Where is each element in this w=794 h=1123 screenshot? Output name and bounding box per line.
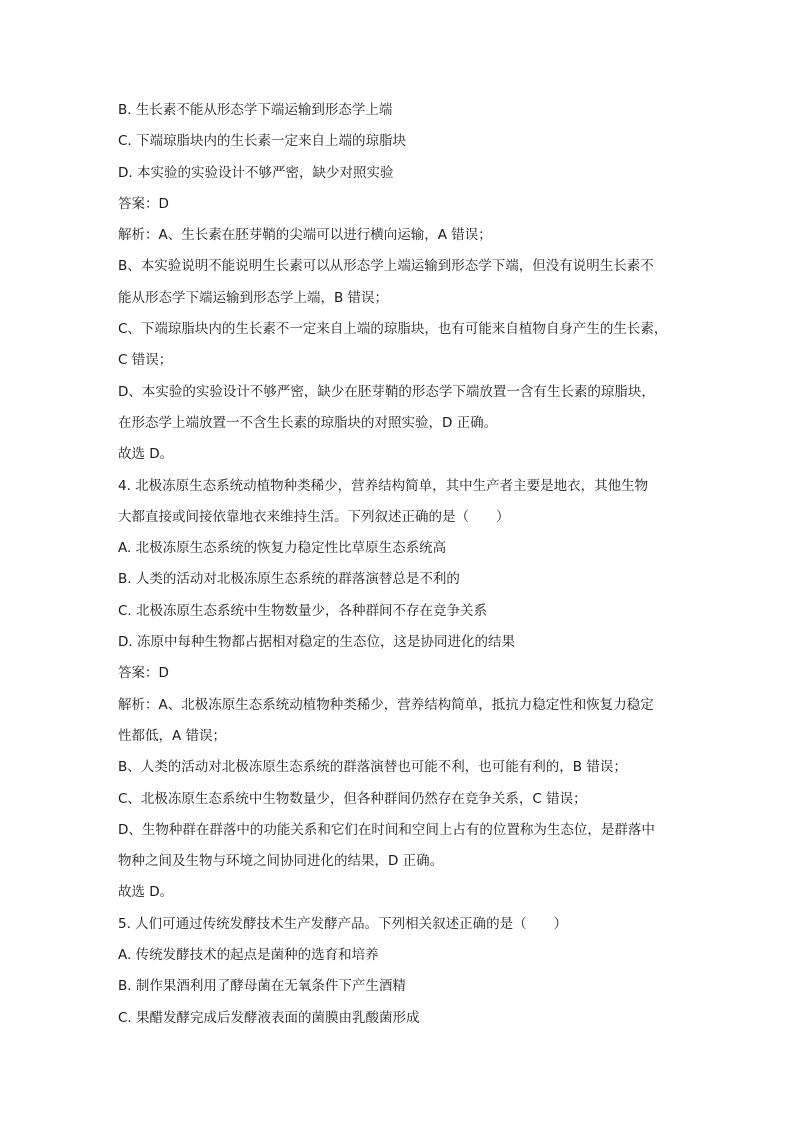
q3-analysis-d: [118, 383, 680, 432]
option-text: D. 本实验的实验设计不够严密，缺少对照实验: [118, 164, 394, 181]
q5-option-c: [118, 1009, 680, 1027]
analysis-text: 在形态学上端放置一不含生长素的琼脂块的对照实验，D 正确。: [118, 414, 498, 431]
question-text: 大都直接或间接依靠地衣来维持生活。下列叙述正确的是（ ）: [118, 508, 510, 525]
q4-answer: [118, 664, 680, 682]
conclusion-text: 故选 D。: [118, 884, 174, 901]
q4-stem: [118, 477, 680, 526]
q4-analysis-b: [118, 758, 680, 776]
q4-option-a: [118, 539, 680, 557]
analysis-text: C、下端琼脂块内的生长素不一定来自上端的琼脂块，也有可能来自植物自身产生的生长素，: [118, 321, 668, 338]
option-text: B. 制作果酒利用了酵母菌在无氧条件下产生酒精: [118, 978, 406, 995]
q3-answer: [118, 195, 680, 213]
q4-option-b: [118, 570, 680, 588]
analysis-text: D、本实验的实验设计不够严密，缺少在胚芽鞘的形态学下端放置一含有生长素的琼脂块，: [118, 383, 655, 400]
analysis-text: B、人类的活动对北极冻原生态系统的群落演替也可能不利，也可能有利的，B 错误；: [118, 759, 627, 776]
analysis-text: C、北极冻原生态系统中生物数量少，但各种群间仍然存在竞争关系，C 错误；: [118, 790, 587, 807]
answer-text: 答案：D: [118, 195, 169, 212]
option-text: C. 下端琼脂块内的生长素一定来自上端的琼脂块: [118, 133, 407, 150]
option-text: B. 人类的活动对北极冻原生态系统的群落演替总是不利的: [118, 571, 460, 588]
q4-conclusion: [118, 883, 680, 901]
conclusion-text: 故选 D。: [118, 446, 174, 463]
analysis-text: B、本实验说明不能说明生长素可以从形态学上端运输到形态学下端，但没有说明生长素不: [118, 258, 654, 275]
q3-conclusion: [118, 445, 680, 463]
q3-option-b: [118, 101, 680, 119]
q4-option-d: [118, 633, 680, 651]
q4-analysis-a: [118, 696, 680, 745]
analysis-text: 解析：A、生长素在胚芽鞘的尖端可以进行横向运输，A 错误；: [118, 227, 492, 244]
option-text: A. 北极冻原生态系统的恢复力稳定性比草原生态系统高: [118, 540, 447, 557]
q3-analysis-c: [118, 320, 680, 369]
option-text: A. 传统发酵技术的起点是菌种的选育和培养: [118, 947, 379, 964]
option-text: D. 冻原中每种生物都占据相对稳定的生态位，这是协同进化的结果: [118, 634, 515, 651]
q3-analysis-b: [118, 257, 680, 306]
analysis-text: D、生物种群在群落中的功能关系和它们在时间和空间上占有的位置称为生态位，是群落中: [118, 821, 655, 838]
analysis-text: 物种之间及生物与环境之间协同进化的结果，D 正确。: [118, 853, 444, 870]
answer-text: 答案：D: [118, 665, 169, 682]
question-text: 4. 北极冻原生态系统动植物种类稀少，营养结构简单，其中生产者主要是地衣，其他生物: [118, 477, 649, 494]
document-page: [118, 101, 680, 1027]
q3-analysis-a: [118, 226, 680, 244]
analysis-text: C 错误；: [118, 352, 173, 369]
q5-option-a: [118, 946, 680, 964]
q4-option-c: [118, 602, 680, 620]
analysis-text: 能从形态学下端运输到形态学上端，B 错误；: [118, 289, 389, 306]
option-text: C. 北极冻原生态系统中生物数量少，各种群间不存在竞争关系: [118, 602, 488, 619]
question-text: 5. 人们可通过传统发酵技术生产发酵产品。下列相关叙述正确的是（ ）: [118, 915, 568, 932]
q4-analysis-c: [118, 790, 680, 808]
q5-stem: [118, 915, 680, 933]
option-text: B. 生长素不能从形态学下端运输到形态学上端: [118, 102, 393, 118]
q3-option-d: [118, 164, 680, 182]
analysis-text: 解析：A、北极冻原生态系统动植物种类稀少，营养结构简单，抵抗力稳定性和恢复力稳定: [118, 696, 654, 713]
q3-option-c: [118, 132, 680, 150]
analysis-text: 性都低，A 错误；: [118, 727, 227, 744]
q5-option-b: [118, 977, 680, 995]
option-text: C. 果醋发酵完成后发酵液表面的菌膜由乳酸菌形成: [118, 1009, 420, 1026]
q4-analysis-d: [118, 821, 680, 870]
